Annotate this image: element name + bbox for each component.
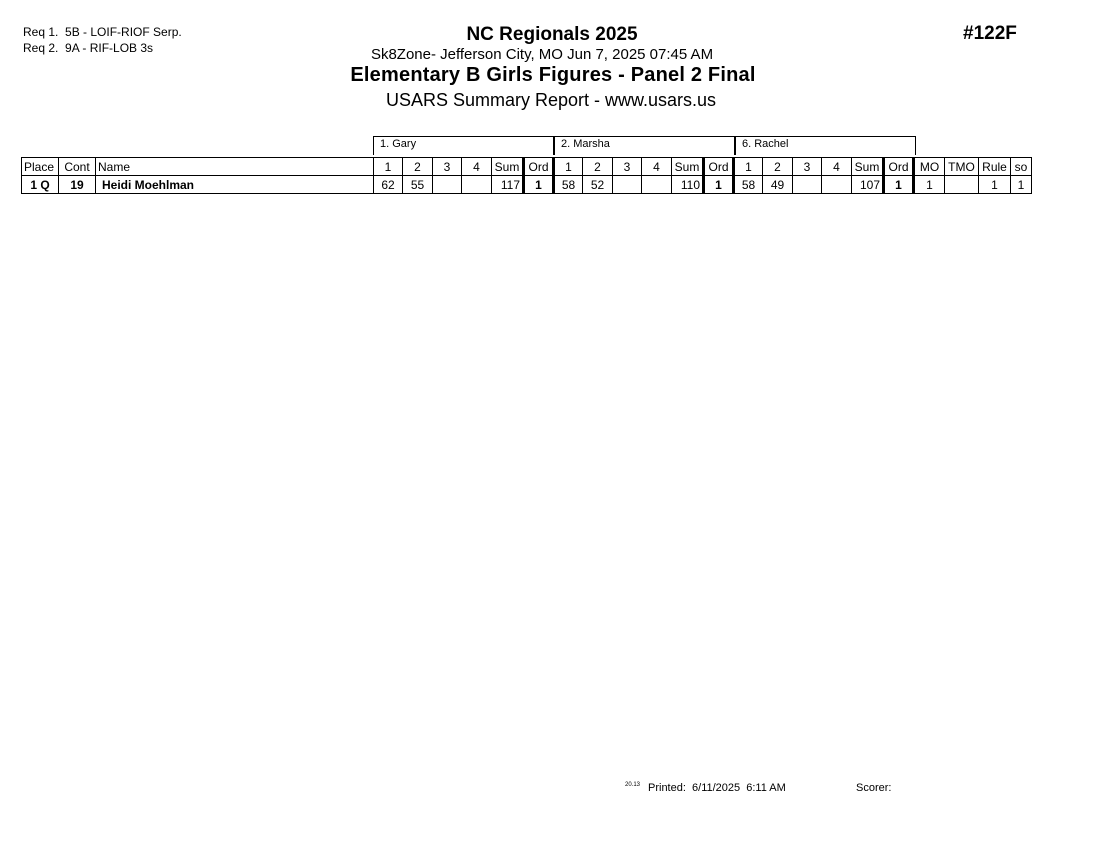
row-j1-sum: 117 — [492, 176, 524, 194]
row-j3-4 — [822, 176, 852, 194]
row-j2-3 — [613, 176, 642, 194]
col-j1-sum: Sum — [492, 158, 524, 176]
row-name: Heidi Moehlman — [96, 176, 374, 194]
col-j3-3: 3 — [793, 158, 822, 176]
row-j1-3 — [433, 176, 462, 194]
row-rule: 1 — [979, 176, 1011, 194]
printed-timestamp: Printed: 6/11/2025 6:11 AM — [648, 782, 786, 794]
row-place: 1 Q — [22, 176, 59, 194]
competition-title: NC Regionals 2025 — [466, 24, 638, 45]
requirement-2: Req 2. 9A - RIF-LOB 3s — [23, 41, 154, 55]
judge-header-1: 1. Gary — [373, 136, 554, 155]
col-place: Place — [22, 158, 59, 176]
location-line: Sk8Zone- Jefferson City, MO Jun 7, 2025 07:45 AM — [370, 46, 714, 63]
scorer-label: Scorer: — [856, 782, 892, 794]
row-j2-2: 52 — [583, 176, 613, 194]
row-j2-ord: 1 — [704, 176, 734, 194]
event-number: #122F — [963, 23, 1017, 44]
row-j3-sum: 107 — [852, 176, 884, 194]
row-j1-4 — [462, 176, 492, 194]
table-row — [22, 176, 1032, 194]
row-j1-1: 62 — [374, 176, 403, 194]
col-j2-1: 1 — [554, 158, 583, 176]
col-mo: MO — [914, 158, 945, 176]
col-j3-ord: Ord — [884, 158, 914, 176]
col-j1-2: 2 — [403, 158, 433, 176]
col-j3-4: 4 — [822, 158, 852, 176]
col-j2-3: 3 — [613, 158, 642, 176]
report-title: USARS Summary Report - www.usars.us — [385, 90, 717, 110]
row-j3-3 — [793, 176, 822, 194]
col-j3-2: 2 — [763, 158, 793, 176]
col-j2-sum: Sum — [672, 158, 704, 176]
event-title: Elementary B Girls Figures - Panel 2 Final — [350, 64, 756, 86]
row-j1-2: 55 — [403, 176, 433, 194]
col-j1-4: 4 — [462, 158, 492, 176]
col-tmo: TMO — [945, 158, 979, 176]
row-j3-2: 49 — [763, 176, 793, 194]
col-cont: Cont — [59, 158, 96, 176]
footer-mark: 20.13 — [625, 782, 641, 788]
col-name: Name — [96, 158, 374, 176]
col-j2-2: 2 — [583, 158, 613, 176]
col-j2-ord: Ord — [704, 158, 734, 176]
col-j3-1: 1 — [734, 158, 763, 176]
requirement-1: Req 1. 5B - LOIF-RIOF Serp. — [23, 25, 182, 39]
col-j3-sum: Sum — [852, 158, 884, 176]
col-so: so — [1011, 158, 1032, 176]
row-j2-sum: 110 — [672, 176, 704, 194]
row-j3-1: 58 — [734, 176, 763, 194]
row-j2-4 — [642, 176, 672, 194]
results-table — [21, 157, 1032, 194]
judge-header-3: 6. Rachel — [735, 136, 916, 155]
judge-header-2: 2. Marsha — [554, 136, 735, 155]
row-tmo — [945, 176, 979, 194]
header-row — [22, 158, 1032, 176]
row-so: 1 — [1011, 176, 1032, 194]
col-rule: Rule — [979, 158, 1011, 176]
col-j1-ord: Ord — [524, 158, 554, 176]
row-mo: 1 — [914, 176, 945, 194]
row-j3-ord: 1 — [884, 176, 914, 194]
row-j2-1: 58 — [554, 176, 583, 194]
col-j2-4: 4 — [642, 158, 672, 176]
row-j1-ord: 1 — [524, 176, 554, 194]
row-cont: 19 — [59, 176, 96, 194]
col-j1-3: 3 — [433, 158, 462, 176]
col-j1-1: 1 — [374, 158, 403, 176]
